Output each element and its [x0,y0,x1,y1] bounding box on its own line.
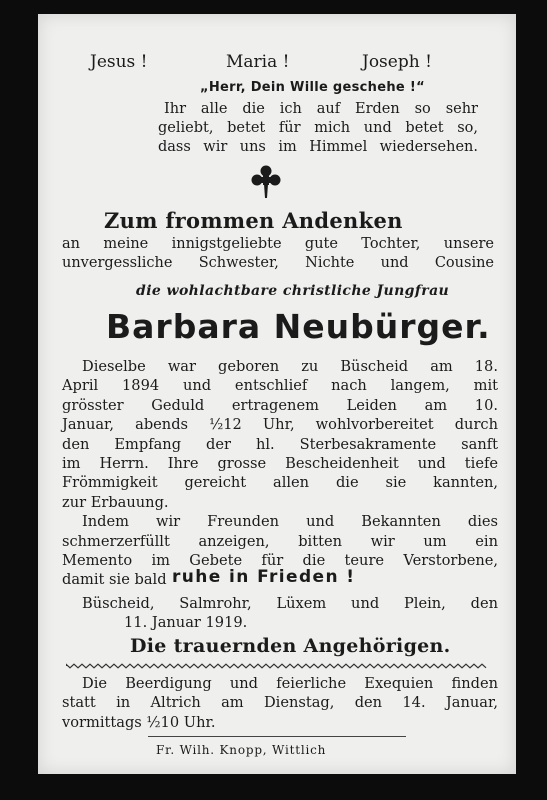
funeral-block [62,674,498,732]
biography-line: im Herrn. Ihre grosse Bescheidenheit und tiefe [62,455,498,473]
verse-block [158,100,478,157]
funeral-line: Die Beerdigung und feierliche Exequien finden [82,675,498,692]
mourners-signature: Die trauernden Angehörigen. [130,635,451,657]
biography-line: zur Erbauung. [62,493,169,511]
wavy-line-divider [66,663,488,669]
heading-andenken: Zum frommen Andenken [104,208,403,233]
biography-line: Frömmigkeit gereicht allen die sie kannten, [62,474,498,492]
funeral-line: vormittags ½10 Uhr. [62,713,216,731]
biography-line: schmerzerfüllt anzeigen, bitten wir um ein [62,532,498,550]
biography-line: den Empfang der hl. Sterbesakramente sanft [62,435,498,453]
invocation-maria: Maria ! [226,52,290,72]
intro-line: unvergessliche Schwester, Nichte und Cousine [62,255,494,271]
printer-credit: Fr. Wilh. Knopp, Wittlich [156,743,327,757]
rest-in-peace: ruhe in Frieden ! [172,567,356,587]
intro-line: an meine innigstgeliebte gute Tochter, unsere [62,236,494,252]
footer-rule [148,736,406,737]
biography-line: grösster Geduld ertragenem Leiden am 10. [62,396,498,414]
quote-line: „Herr, Dein Wille geschehe !“ [200,80,425,95]
biography-line: Dieselbe war geboren zu Büscheid am 18. [82,358,498,375]
biography-line: damit sie bald [62,571,167,589]
place-date-block [62,594,498,633]
verse-line: Ihr alle die ich auf Erden so sehr [164,101,478,117]
intro-block [62,235,494,273]
biography-line: Januar, abends ½12 Uhr, wohlvorbereitet durch [62,416,498,434]
funeral-line: statt in Altrich am Dienstag, den 14. Januar, [62,694,498,712]
deceased-name: Barbara Neubürger. [106,307,491,346]
invocation-joseph: Joseph ! [362,52,432,72]
place-date-line: 11. Januar 1919. [124,614,248,632]
biography-block [62,357,498,590]
biography-line: Indem wir Freunden und Bekannten dies [82,513,498,531]
biography-line: April 1894 und entschlief nach langem, mit [62,377,498,395]
verse-line: dass wir uns im Himmel wiedersehen. [158,139,478,155]
epithet: die wohlachtbare christliche Jungfrau [136,283,450,299]
place-date-line: Büscheid, Salmrohr, Lüxem und Plein, den [82,595,498,612]
biography-line: Memento im Gebete für die teure Verstorbene, [62,552,498,570]
verse-line: geliebt, betet für mich und betet so, [158,120,478,136]
invocation-jesus: Jesus ! [90,52,148,72]
memorial-card [38,14,516,774]
trefoil-cross-icon [250,164,282,202]
